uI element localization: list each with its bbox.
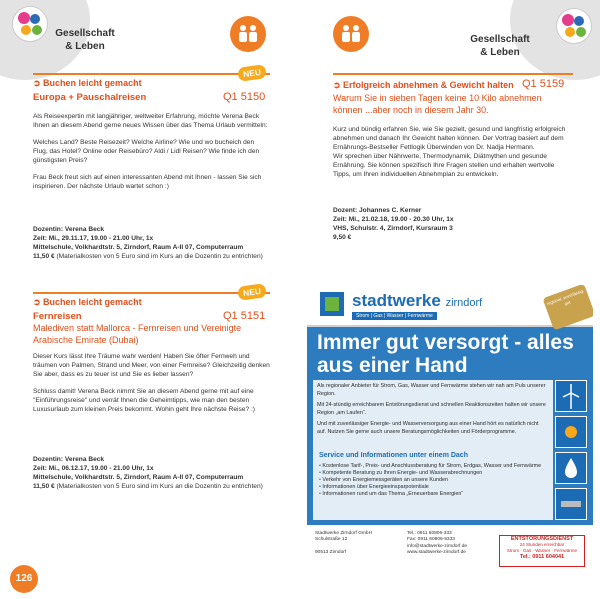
course-subtitle: Warum Sie in sieben Tagen keine 10 Kilo abnehmen können ...aber noch in diesem Jahr 30.	[333, 93, 542, 115]
address-line: Schulstraße 12	[315, 537, 348, 543]
email: info@stadtwerke-zirndorf.de	[407, 543, 468, 549]
preis: 11,50 €	[33, 483, 55, 490]
phone: Tel.: 0911 60806-333	[407, 531, 452, 536]
course-description	[33, 112, 270, 199]
divider	[33, 73, 270, 75]
paragraph: Und mit zuverlässiger Energie- und Wasserversorgung aus einer Hand hört es natürlich nicht auf. Nutzen Sie gerne auch unsere Beratungsmöglichkeiten und Förderprogramme.	[317, 421, 539, 435]
ad-address	[315, 531, 372, 556]
people-icon	[333, 16, 369, 52]
preis-note: (Materialkosten von 5 Euro sind im Kurs an die Dozentin zu entrichten)	[54, 483, 263, 490]
divider	[333, 73, 573, 75]
paragraph: Kurz und bündig erfahren Sie, wie Sie gezielt, gesund und langfristig erfolgreich abnehmen und danach Ihr Gewicht halten können. Der Vortrag basiert auf dem Ernährungs-Bestseller Fettlogik Überwinden von Dr. Nadja Hermann.	[333, 126, 566, 151]
course-title: Europa + Pauschalreisen	[33, 92, 147, 103]
arrow-icon: ➲	[333, 80, 344, 90]
preis: 11,50 €	[33, 253, 55, 260]
course-tag	[33, 297, 142, 308]
paragraph: Frau Beck freut sich auf einen interessanten Abend mit Ihnen - lassen Sie sich inspirieren. Der nächste Urlaub wartet schon :)	[33, 174, 262, 190]
course-tag-label: Erfolgreich abnehmen & Gewicht halten	[343, 80, 514, 90]
course-tag	[333, 80, 514, 91]
paragraph: Als regionaler Anbieter für Strom, Gas, Wasser und Fernwärme stehen wir nah am Puls unserer Region.	[317, 383, 546, 397]
ad-headline: Immer gut versorgt - alles aus einer Hand	[317, 331, 574, 377]
sun-icon	[555, 416, 587, 448]
section-title: Gesellschaft & Leben	[470, 34, 530, 58]
ad-tagline: Strom | Gas | Wasser | Fernwärme	[352, 312, 437, 320]
section-title: Gesellschaft & Leben	[55, 28, 115, 52]
ad-contact	[407, 531, 467, 557]
course-title: Fernreisen	[33, 311, 82, 322]
emergency-hours: 24 Stunden erreichbar	[519, 542, 565, 547]
water-drop-icon	[555, 452, 587, 484]
course-tag-label: Buchen leicht gemacht	[43, 78, 142, 88]
list-item: • Kostenlose Tarif-, Preis- und Anschlussberatung für Strom, Erdgas, Wasser und Fernwärme	[319, 463, 549, 470]
course-code: Q1 5151	[223, 310, 266, 322]
address-line: Stadtwerke Zirndorf GmbH	[315, 531, 373, 536]
ad-info-text	[317, 383, 547, 441]
ad-header	[307, 285, 593, 327]
preis-note: (Materialkosten von 5 Euro sind im Kurs an die Dozentin zu entrichten)	[54, 253, 263, 260]
ad-icon-column	[555, 380, 589, 524]
page-number: 126	[10, 565, 38, 593]
arrow-icon: ➲	[33, 78, 44, 88]
course-meta	[333, 206, 573, 242]
list-item: • Informationen rund um das Thema „Erneuerbare Energien“	[319, 491, 549, 498]
course-code: Q1 5150	[223, 91, 266, 103]
emergency-tel: Tel.: 0911 604041	[519, 554, 565, 560]
ad-brand	[352, 291, 482, 311]
vhs-logo	[556, 8, 592, 44]
emergency-title: ENTSTÖRUNGSDIENST	[510, 536, 574, 542]
wind-turbine-icon	[555, 380, 587, 412]
dozent: Dozentin: Verena Beck	[33, 456, 105, 463]
course-tag-label: Buchen leicht gemacht	[43, 297, 142, 307]
zeit: Zeit: Mi., 29.11.17, 19.00 - 21.00 Uhr, 1x	[33, 235, 154, 242]
course-meta	[33, 455, 270, 491]
dozent: Dozentin: Verena Beck	[33, 226, 105, 233]
emergency-types: Strom · Gas · Wasser · Fernwärme	[506, 548, 578, 553]
emergency-service-box	[499, 535, 585, 567]
pipe-icon	[555, 488, 587, 520]
new-badge: NEU	[237, 283, 267, 301]
list-item: • Verkehr von Energiemessgeräten an unsere Kunden	[319, 477, 549, 484]
dozent: Dozent: Johannes C. Kerner	[333, 207, 422, 214]
ort: VHS, Schulstr. 4, Zirndorf, Kursraum 3	[333, 225, 453, 232]
paragraph: Welches Land? Beste Reisezeit? Welche Airline? Wie und wo bucheich den Flug, das Hotel? Online oder Reisebüro? Aldi / Lidl Reisen? Wie finde ich den günstigsten Preis?	[33, 139, 260, 164]
course-tag	[33, 78, 142, 89]
paragraph: Wir sprechen über Nährwerte, Thermodynamik, Diätmythen und gesunde Ernährung. Sie können spezifisch Ihre Fragen stellen und erhalten wertvolle Tipps, um Ihren individuellen Abnehmplan zu entwickeln.	[333, 153, 555, 178]
fax: Fax: 0911 60806-9333	[407, 537, 455, 543]
list-item: • Informationen über Energieeinsparpotentiale	[319, 484, 549, 491]
stadtwerke-logo-icon	[317, 289, 347, 319]
paragraph: Schluss damit! Verena Beck nimmt Sie an diesem Abend gerne mit auf eine "Einführungsreise" und verrät Ihnen die Geheimtipps, wie man den besten Luxusurlaub zum kleinen Preis bekommt. Wohin geht Ihre nächste Reise? :)	[33, 388, 255, 413]
ad-brand-name: stadtwerke	[352, 291, 441, 310]
ad-services-list	[319, 463, 549, 498]
course-description	[333, 125, 573, 187]
preis: 9,50 €	[333, 234, 352, 241]
website: www.stadtwerke-zirndorf.de	[407, 550, 466, 556]
vhs-logo	[12, 6, 48, 42]
keyring-tag: regional, zuverlässig, gut	[543, 285, 593, 330]
address-line: 90513 Zirndorf	[315, 549, 347, 555]
course-code: Q1 5159	[522, 78, 565, 90]
zeit: Zeit: Mi., 21.02.18, 19.00 - 20.30 Uhr, 1x	[333, 216, 454, 223]
paragraph: Als Reiseexpertin mit langjähriger, weltweiter Erfahrung, möchte Verena Beck Ihnen an diesem Abend gerne neues Wissen über das Thema Urlaub vermitteln:	[33, 113, 268, 129]
ad-services-heading: Service und Informationen unter einem Dach	[319, 452, 468, 459]
list-item: • Kompetente Beratung zu Ihren Energie- und Wasserabrechnungen	[319, 470, 549, 477]
arrow-icon: ➲	[33, 297, 44, 307]
stadtwerke-advertisement	[307, 285, 593, 580]
course-description	[33, 352, 270, 422]
course-meta	[33, 225, 270, 261]
ad-brand-city: zirndorf	[445, 297, 483, 309]
paragraph: Dieser Kurs lässt Ihre Träume wahr werden! Haben Sie öfter Fernweh und träumen von Palmen, Strand und Meer, von einer Fernreise? Gleichzeitig denken Sie aber, dass es zu teuer ist und Sie es lieber lassen?	[33, 353, 270, 378]
paragraph: Mit 24-stündig erreichbarem Entstörungsdienst und schnellen Reaktionszeiten halten wir unsere Region „am Laufen“.	[317, 402, 546, 416]
ort: Mittelschule, Volkhardtstr. 5, Zirndorf, Raum A-II 07, Computerraum	[33, 474, 244, 481]
course-subtitle: Malediven statt Mallorca - Fernreisen und Vereinigte Arabische Emirate (Dubai)	[33, 323, 242, 345]
zeit: Zeit: Mi., 06.12.17, 19.00 - 21.00 Uhr, 1x	[33, 465, 154, 472]
people-icon	[230, 16, 266, 52]
divider	[33, 292, 270, 294]
ort: Mittelschule, Volkhardtstr. 5, Zirndorf, Raum A-II 07, Computerraum	[33, 244, 244, 251]
new-badge: NEU	[237, 64, 267, 82]
